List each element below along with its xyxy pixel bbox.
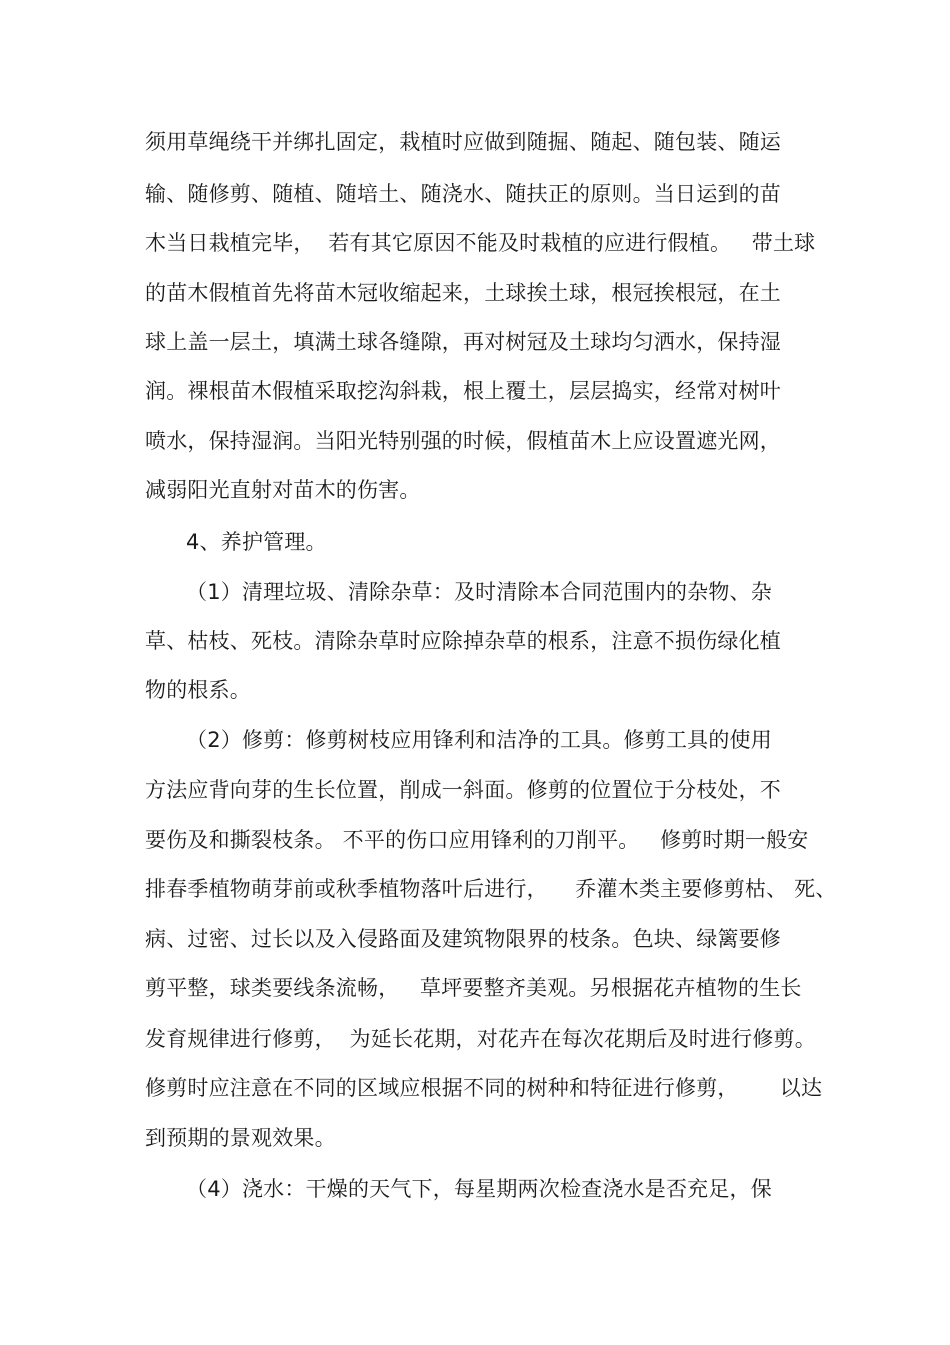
- text-line: 病、过密、过长以及入侵路面及建筑物限界的枝条。色块、绿篱要修: [145, 927, 781, 951]
- text-line: （2）修剪：修剪树枝应用锋利和洁净的工具。修剪工具的使用: [186, 728, 772, 752]
- text-line: （1）清理垃圾、清除杂草：及时清除本合同范围内的杂物、杂: [186, 580, 772, 604]
- text-line: 草、枯枝、死枝。清除杂草时应除掉杂草的根系，注意不损伤绿化植: [145, 629, 781, 653]
- text-line: 发育规律进行修剪， 为延长花期，对花卉在每次花期后及时进行修剪。: [145, 1027, 816, 1051]
- text-line: 的苗木假植首先将苗木冠收缩起来，土球挨土球，根冠挨根冠，在土: [145, 281, 781, 305]
- text-line: 要伤及和撕裂枝条。 不平的伤口应用锋利的刀削平。 修剪时期一般安: [145, 828, 809, 852]
- text-line: 润。裸根苗木假植采取挖沟斜栽，根上覆土，层层捣实，经常对树叶: [145, 379, 781, 403]
- text-line: 方法应背向芽的生长位置，削成一斜面。修剪的位置位于分枝处，不: [145, 778, 781, 802]
- text-line: 输、随修剪、随植、随培土、随浇水、随扶正的原则。当日运到的苗: [145, 182, 781, 206]
- text-line: 木当日栽植完毕， 若有其它原因不能及时栽植的应进行假植。 带土球: [145, 231, 816, 255]
- text-line: 喷水，保持湿润。当阳光特别强的时候，假植苗木上应设置遮光网，: [145, 429, 781, 453]
- text-line: 剪平整，球类要线条流畅， 草坪要整齐美观。另根据花卉植物的生长: [145, 976, 802, 1000]
- text-line: 到预期的景观效果。: [145, 1126, 336, 1150]
- text-line: 物的根系。: [145, 678, 251, 702]
- text-line: 须用草绳绕干并绑扎固定，栽植时应做到随掘、随起、随包装、随运: [145, 130, 781, 154]
- text-line: 球上盖一层土，填满土球各缝隙，再对树冠及土球均匀洒水，保持湿: [145, 330, 781, 354]
- section-heading: 4、养护管理。: [186, 530, 327, 554]
- text-line: 修剪时应注意在不同的区域应根据不同的树种和特征进行修剪， 以达: [145, 1076, 823, 1100]
- text-line: （4）浇水：干燥的天气下，每星期两次检查浇水是否充足，保: [186, 1177, 772, 1201]
- text-line: 排春季植物萌芽前或秋季植物落叶后进行， 乔灌木类主要修剪枯、 死、: [145, 877, 837, 901]
- text-line: 减弱阳光直射对苗木的伤害。: [145, 478, 421, 502]
